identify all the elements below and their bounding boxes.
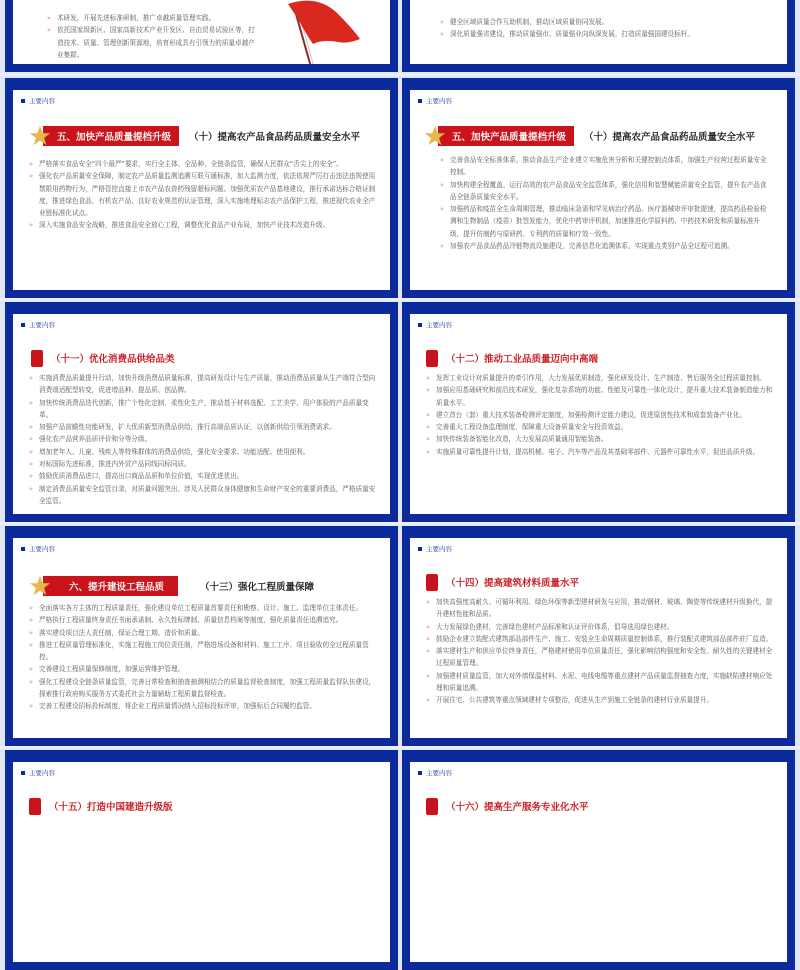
bullet-text: 深入实施食品安全战略，推进食品安全放心工程，调整优化食品产业布局，加快产业技术改造升级。 — [39, 221, 330, 230]
star-icon — [29, 575, 51, 597]
bullet-list — [440, 154, 773, 252]
bullet-marker-icon: » — [426, 423, 431, 432]
bullet-list — [426, 596, 773, 707]
bullet-text: 严格落实食品安全“四个最严”要求，实行全主体、全品种、全链条监管，确保人民群众“舌尖上的安全”。 — [39, 160, 343, 168]
slide-title: （十六）提高生产服务专业化水平 — [446, 802, 589, 813]
bullet-marker-icon: » — [47, 14, 52, 22]
bullet-marker-icon: » — [426, 622, 431, 631]
bullet-text: 增加老年人、儿童、残疾人等特殊群体的消费品供给，强化安全要求、功能适配、使用便利。 — [39, 447, 310, 456]
slide-title: （十五）打造中国建造升级版 — [49, 802, 173, 813]
star-icon — [424, 125, 446, 147]
bullet-item — [426, 384, 773, 409]
slide-thumbnail[interactable] — [402, 0, 795, 72]
bullet-text: 制定消费品质量安全监管目录，对质量问题突出、涉及人民群众身体健康和生命财产安全的重要消费品，严格质量安全监管。 — [39, 484, 376, 505]
bullet-marker-icon: » — [440, 156, 445, 164]
bullet-text: 强化工程建设全链条质量监管，完善日常检查和抽查抽测相结合的质量监督检查制度，加强工程质量监督队伍建设，探索推行政府购买服务方式委托社会力量辅助工程质量监督检查。 — [39, 677, 376, 699]
bullet-list — [440, 16, 773, 41]
bullet-marker-icon: » — [29, 435, 34, 444]
bullet-item — [440, 16, 773, 28]
slide-title: （十）提高农产品食品药品质量安全水平 — [584, 132, 756, 143]
square-bullet-icon — [418, 323, 422, 327]
slide-title: （十二）推动工业品质量迈向中高端 — [446, 354, 599, 365]
slide-content — [13, 314, 390, 514]
bullet-marker-icon: » — [29, 460, 34, 469]
star-icon — [29, 125, 51, 147]
chapter-ribbon: 五、加快产品质量提档升级 — [43, 126, 179, 146]
square-bullet-icon — [21, 547, 25, 551]
bullet-text: 推进工程质量管理标准化，实施工程施工岗位责任制，严格进场设备和材料、施工工序、项目验收的全过程质量管控。 — [39, 640, 369, 662]
bullet-marker-icon: » — [29, 423, 34, 432]
bullet-marker-icon: » — [426, 410, 431, 419]
square-bullet-icon — [21, 771, 25, 775]
bullet-item — [440, 154, 773, 179]
bullet-item — [426, 409, 773, 421]
bullet-text: 强化农产品质量安全保障，制定农产品质量监测追溯互联互通标准，加大监测力度，依法依规严厉打击违法违规使用禁限用药物行为，严格管控直接上市农产品农兽药残留超标问题。加强优质农产品基地建设，推行承诺达标合格证制度，推进绿色食品、有机农产品、良好农业规范的认证管理，深入实施地理标志农产品保护工程，推进现代农业全产业链标准化试点。 — [39, 172, 376, 218]
slide-title: （十）提高农产品食品药品质量安全水平 — [189, 132, 361, 143]
bullet-marker-icon: » — [29, 677, 34, 686]
slide-content — [13, 538, 390, 738]
bullet-text: 建立首台（套）重大技术装备检测评定制度，加强检测评定能力建设，促进原创性技术和成套装备产业化。 — [436, 410, 746, 419]
slide-thumbnail[interactable] — [402, 750, 795, 970]
bullet-list — [426, 372, 773, 458]
bullet-item — [29, 602, 376, 614]
bullet-item — [29, 663, 376, 675]
red-square-icon — [426, 798, 438, 815]
section-label-text: 主要内容 — [29, 321, 55, 329]
slide-title-row — [29, 796, 173, 816]
slide-thumbnail[interactable] — [402, 78, 795, 298]
section-label-text: 主要内容 — [426, 545, 452, 553]
bullet-item — [426, 621, 773, 633]
bullet-text: 完善食品安全标准体系，推动食品生产企业建立实施危害分析和关键控制点体系，加强生产经营过程质量安全控制。 — [450, 156, 767, 177]
bullet-marker-icon: » — [426, 435, 431, 444]
bullet-item — [440, 179, 773, 204]
bullet-text: 实施质量可靠性提升计划，提高机械、电子、汽车等产品及其基础零部件、元器件可靠性水平，促进品质升级。 — [436, 447, 760, 456]
divider — [0, 522, 800, 525]
chapter-ribbon: 五、加快产品质量提档升级 — [438, 126, 574, 146]
bullet-text: 加强药品和疫苗全生命周期管理，推动临床急需和罕见病治疗药品、医疗器械审评审批提速，提高药品检验检测和生物制品（疫苗）批签发能力，优化中药审评机制，加速推进化学原料药、中药技术研发和质量标准升级，提升仿制药与原研药、专利药的质量和疗效一致性。 — [450, 205, 767, 238]
bullet-text: 严格执行工程质量终身责任书面承诺制、永久性标牌制、质量信息档案等制度，强化质量责任追溯追究。 — [39, 616, 343, 625]
bullet-text: 加快构建全程覆盖、运行高效的农产品食品安全监管体系，强化信用和智慧赋能质量安全监管，提升农产品食品全链条质量安全水平。 — [450, 180, 767, 201]
bullet-marker-icon: » — [29, 616, 34, 625]
slide-title: （十一）优化消费品供给品类 — [51, 354, 175, 365]
bullet-marker-icon: » — [29, 172, 34, 181]
bullet-marker-icon: » — [47, 26, 52, 35]
red-square-icon — [29, 798, 41, 815]
bullet-item — [426, 645, 773, 670]
bullet-item — [29, 483, 376, 508]
bullet-text: 依托国家级新区、国家高新技术产业开发区、自由贸易试验区等，打造技术、质量、管理创新策源地，培育形成具有引领力的质量卓越产业集群。 — [57, 26, 255, 59]
square-bullet-icon — [418, 547, 422, 551]
section-label — [21, 320, 55, 329]
bullet-text: 强化农产品营养品质评价和分等分级。 — [39, 435, 152, 444]
bullet-text: 加快传统装备智能化改造，大力发展高质量通用智能装备。 — [436, 435, 608, 444]
slide-thumbnail[interactable] — [5, 750, 398, 970]
bullet-item — [440, 240, 773, 252]
bullet-item — [29, 433, 376, 445]
bullet-item — [426, 633, 773, 645]
red-square-icon — [426, 574, 438, 591]
bullet-text: 鼓励优质消费品进口，提高出口商品品质和单位价值，实现优进优出。 — [39, 472, 244, 481]
slide-title: （十四）提高建筑材料质量水平 — [446, 578, 580, 589]
slide-content — [410, 538, 787, 738]
bullet-item — [29, 470, 376, 482]
section-label-text: 主要内容 — [426, 97, 452, 105]
section-label-text: 主要内容 — [29, 97, 55, 105]
bullet-item — [29, 446, 376, 458]
bullet-marker-icon: » — [440, 242, 445, 251]
divider — [0, 298, 800, 301]
slide-content — [13, 762, 390, 962]
bullet-item — [426, 670, 773, 695]
bullet-marker-icon: » — [29, 484, 34, 493]
bullet-item — [426, 372, 773, 384]
bullet-text: 加强农产品食品药品冷链物流设施建设，完善信息化追溯体系，实现重点类别产品全过程可追溯。 — [450, 242, 734, 251]
section-label — [418, 768, 452, 777]
bullet-text: 加强建材质量监管，加大对外墙保温材料、水泥、电线电缆等重点建材产品质量监督抽查力度，实施缺陷建材响应处理和质量追溯。 — [436, 671, 773, 693]
slide-thumbnail[interactable] — [5, 78, 398, 298]
bullet-marker-icon: » — [440, 180, 445, 189]
bullet-marker-icon: » — [426, 696, 431, 705]
slide-thumbnail[interactable] — [5, 526, 398, 746]
slide-thumbnail[interactable] — [5, 302, 398, 522]
bullet-marker-icon: » — [426, 671, 431, 680]
bullet-item — [29, 158, 376, 170]
chapter-ribbon: 六、提升建设工程品质 — [43, 576, 178, 596]
bullet-marker-icon: » — [29, 702, 34, 711]
bullet-text: 对标国际先进标准，推进内外贸产品同线同标同质。 — [39, 460, 191, 469]
slide-title-row — [426, 572, 579, 592]
bullet-item — [426, 421, 773, 433]
slide-thumbnail[interactable] — [402, 526, 795, 746]
bullet-marker-icon: » — [29, 221, 34, 230]
bullet-item — [426, 433, 773, 445]
section-label — [418, 96, 452, 105]
bullet-text: 加快传统消费品迭代创新，推广个性化定制、柔性化生产，推动基于材料选配、工艺美学、用户体验的产品质量变革。 — [39, 398, 369, 419]
bullet-item — [47, 24, 260, 61]
bullet-text: 加强应用基础研究和前沿技术研发，强化复杂系统的功能、性能及可靠性一体化设计，提升重大技术装备制造能力和质量水平。 — [436, 386, 773, 407]
bullet-list — [29, 372, 376, 507]
bullet-text: 大力发展绿色建材，完善绿色建材产品标准和认证评价体系，倡导选用绿色建材。 — [436, 622, 674, 631]
bullet-marker-icon: » — [29, 628, 34, 637]
bullet-marker-icon: » — [29, 665, 34, 674]
bullet-text: 落实建材生产和供应单位终身责任，严格建材使用单位质量责任，强化影响结构强度和安全性、耐久性的关键建材全过程质量管理。 — [436, 647, 773, 668]
bullet-item — [29, 372, 376, 397]
bullet-marker-icon: » — [426, 374, 431, 382]
bullet-item — [29, 219, 376, 231]
slide-thumbnail[interactable] — [5, 0, 398, 72]
bullet-text: 术研发，开展先进标准研制，推广卓越质量管理实践。 — [57, 14, 216, 22]
bullet-marker-icon: » — [426, 634, 431, 643]
bullet-item — [47, 12, 260, 24]
slide-content — [13, 0, 390, 64]
square-bullet-icon — [418, 99, 422, 103]
slide-content — [410, 762, 787, 962]
bullet-text: 完善工程建设招标投标制度，将企业工程质量情况纳入招标投标评审，加强标后合同履约监管。 — [39, 702, 316, 711]
section-label — [21, 544, 55, 553]
bullet-item — [29, 676, 376, 701]
bullet-list — [47, 12, 260, 61]
bullet-marker-icon: » — [29, 640, 34, 649]
section-label-text: 主要内容 — [426, 769, 452, 777]
red-flag-icon — [268, 0, 363, 64]
bullet-item — [29, 458, 376, 470]
bullet-text: 健全区域质量合作互助机制，推动区域质量协同发展。 — [450, 18, 609, 26]
bullet-text: 加强产品前瞻性功能研发，扩大优质新型消费品供给，推行高端品质认证，以创新供给引领消费需求。 — [39, 423, 336, 432]
bullet-item — [29, 627, 376, 639]
section-label — [21, 96, 55, 105]
bullet-text: 开展住宅、公共建筑等重点领域建材专项整治，促进从生产到施工全链条的建材行业质量提升。 — [436, 696, 713, 705]
slide-title-row — [31, 348, 175, 368]
bullet-marker-icon: » — [29, 398, 34, 407]
bullet-text: 完善建设工程质量保修制度，加强运营维护管理。 — [39, 665, 185, 674]
red-square-icon — [426, 350, 438, 367]
bullet-marker-icon: » — [29, 447, 34, 456]
slide-thumbnail[interactable] — [402, 302, 795, 522]
bullet-marker-icon: » — [29, 604, 34, 612]
section-label — [418, 544, 452, 553]
slide-title-row — [424, 126, 755, 146]
section-label — [418, 320, 452, 329]
slide-content — [13, 90, 390, 290]
slide-title-row — [426, 796, 589, 816]
slide-content — [410, 0, 787, 64]
bullet-item — [29, 421, 376, 433]
bullet-marker-icon: » — [29, 374, 34, 382]
bullet-item — [29, 397, 376, 422]
slide-content — [410, 314, 787, 514]
square-bullet-icon — [418, 771, 422, 775]
bullet-text: 鼓励企业建立装配式建筑部品部件生产、施工、安装全生命周期质量控制体系，推行装配式建筑部品部件驻厂监造。 — [436, 634, 773, 643]
bullet-marker-icon: » — [29, 160, 34, 168]
bullet-item — [29, 639, 376, 664]
bullet-marker-icon: » — [426, 447, 431, 456]
bullet-item — [29, 700, 376, 712]
square-bullet-icon — [21, 323, 25, 327]
bullet-text: 加快高强度高耐久、可循环利用、绿色环保等新型建材研发与应用，推动钢材、玻璃、陶瓷等传统建材升级换代，提升建材性能和品质。 — [436, 598, 773, 619]
bullet-marker-icon: » — [440, 30, 445, 39]
bullet-item — [426, 596, 773, 621]
bullet-item — [440, 203, 773, 240]
bullet-marker-icon: » — [426, 386, 431, 395]
slide-title-row — [29, 576, 314, 596]
slide-title: （十三）强化工程质量保障 — [200, 582, 315, 593]
bullet-text: 实施消费品质量提升行动，加快升级消费品质量标准，提高研发设计与生产质量，推动消费品质量从生产端符合型向消费端适配型转变，促进增品种、提品质、创品牌。 — [39, 374, 376, 395]
divider — [0, 73, 800, 76]
bullet-item — [440, 28, 773, 40]
bullet-text: 落实建设项目法人责任制，保证合理工期、造价和质量。 — [39, 628, 204, 637]
slide-title-row — [426, 348, 598, 368]
bullet-marker-icon: » — [29, 472, 34, 481]
bullet-marker-icon: » — [426, 647, 431, 656]
bullet-text: 完善重大工程设备监理制度，保障重大设备质量安全与投资效益。 — [436, 423, 628, 432]
section-label — [21, 768, 55, 777]
square-bullet-icon — [21, 99, 25, 103]
section-label-text: 主要内容 — [29, 769, 55, 777]
bullet-text: 全面落实各方主体的工程质量责任，强化建设单位工程质量首要责任和勘察、设计、施工、监理单位主体责任。 — [39, 604, 363, 612]
bullet-marker-icon: » — [440, 18, 445, 26]
section-label-text: 主要内容 — [29, 545, 55, 553]
bullet-item — [29, 170, 376, 219]
red-square-icon — [31, 350, 43, 367]
bullet-list — [29, 158, 376, 232]
bullet-item — [426, 694, 773, 706]
bullet-list — [29, 602, 376, 713]
bullet-marker-icon: » — [440, 205, 445, 214]
bullet-marker-icon: » — [426, 598, 431, 606]
bullet-text: 发挥工业设计对质量提升的牵引作用，大力发展优质制造，强化研发设计、生产制造、售后服务全过程质量控制。 — [436, 374, 766, 382]
slide-title-row — [29, 126, 360, 146]
section-label-text: 主要内容 — [426, 321, 452, 329]
bullet-text: 深化质量强省建设，推动质量强市、质量强业向纵深发展，打造质量强国建设标杆。 — [450, 30, 694, 39]
bullet-item — [426, 446, 773, 458]
divider — [0, 746, 800, 749]
bullet-item — [29, 614, 376, 626]
slide-content — [410, 90, 787, 290]
